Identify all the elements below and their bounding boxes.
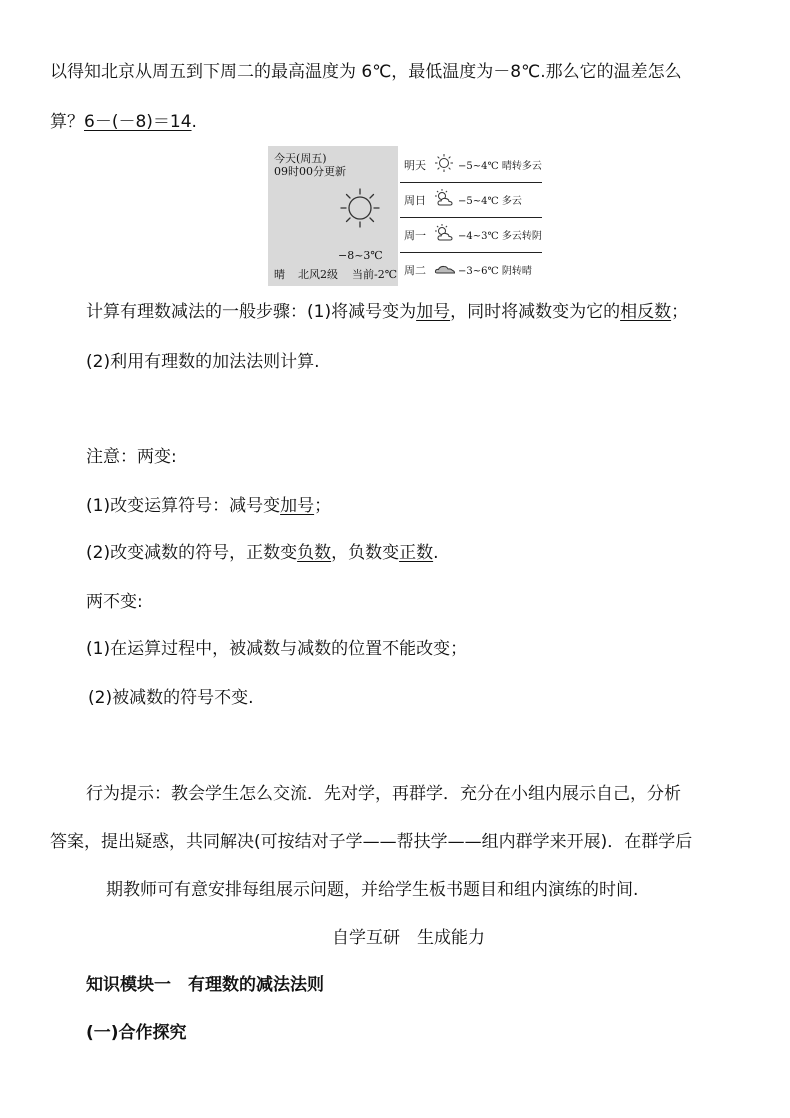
forecast-row [400, 183, 542, 218]
today-wind: 北风2级 [298, 268, 338, 281]
steps-text: ，同时将减数变为它的 [450, 302, 621, 322]
notes-keep-1: (1)在运算过程中，被减数与减数的位置不能改变； [86, 639, 468, 659]
steps-text: ； [671, 302, 689, 322]
forecast-list [400, 146, 542, 286]
forecast-day: 周日 [404, 194, 426, 207]
temperature-difference-formula: 6－(－8)＝14 [84, 112, 192, 132]
forecast-day: 明天 [404, 159, 426, 172]
today-temperature-range: −8~3℃ [338, 249, 383, 262]
steps-line-2: (2)利用有理数的加法法则计算. [86, 352, 320, 372]
weather-widget [268, 146, 542, 286]
sun-icon [434, 153, 454, 173]
forecast-row [400, 148, 542, 183]
answer-positive-number: 正数 [399, 543, 434, 563]
forecast-day: 周一 [404, 229, 426, 242]
forecast-condition: 阴转晴 [501, 266, 532, 277]
today-current-temperature: 当前-2℃ [352, 268, 398, 281]
notes-text: (1)改变运算符号：减号变 [86, 496, 281, 516]
forecast-condition: 多云转阴 [501, 231, 542, 242]
forecast-range: −3~6℃ [458, 266, 499, 277]
partly-cloudy-icon [434, 188, 456, 208]
section-heading: 自学互研 生成能力 [332, 928, 485, 948]
notes-change-2 [86, 541, 439, 565]
intro-line-2-prefix: 算？ [50, 112, 84, 132]
forecast-day: 周二 [404, 264, 426, 277]
today-weather-panel [268, 146, 398, 286]
notes-change-1 [86, 494, 331, 518]
tips-line-1: 行为提示：教会学生怎么交流．先对学，再群学．充分在小组内展示自己，分析 [86, 784, 681, 804]
forecast-row [400, 218, 542, 253]
notes-title: 注意：两变: [86, 447, 177, 467]
sun-icon [338, 186, 382, 230]
knowledge-module-title: 知识模块一 有理数的减法法则 [86, 975, 324, 995]
forecast-condition: 多云 [501, 196, 522, 207]
answer-negative-number: 负数 [297, 543, 332, 563]
notes-text: . [433, 543, 439, 563]
forecast-description [458, 262, 532, 277]
cloud-icon [434, 258, 456, 278]
answer-plus-sign: 加号 [416, 302, 451, 322]
steps-text: 计算有理数减法的一般步骤：(1)将减号变为 [86, 302, 417, 322]
steps-line-1 [86, 300, 688, 324]
answer-opposite-number: 相反数 [620, 302, 672, 322]
notes-text: ； [314, 496, 332, 516]
notes-text: ，负数变 [331, 543, 400, 563]
forecast-description [458, 192, 522, 207]
answer-plus-sign: 加号 [280, 496, 315, 516]
today-title: 今天(周五) [274, 152, 327, 165]
today-condition: 晴 [274, 268, 285, 281]
forecast-range: −4~3℃ [458, 231, 499, 242]
forecast-condition: 晴转多云 [501, 161, 542, 172]
notes-keep-2: (2)被减数的符号不变. [88, 688, 254, 708]
forecast-description [458, 227, 542, 242]
partly-cloudy-icon [434, 223, 456, 243]
forecast-row [400, 253, 542, 287]
intro-line-2-suffix: . [191, 112, 197, 132]
today-updated-time: 09时00分更新 [274, 165, 346, 178]
intro-line-2 [50, 110, 197, 134]
cooperative-inquiry-title: (一)合作探究 [86, 1023, 187, 1043]
intro-line-1: 以得知北京从周五到下周二的最高温度为 6℃，最低温度为－8℃.那么它的温差怎么 [50, 62, 682, 82]
tips-line-3: 期教师可有意安排每组展示问题，并给学生板书题目和组内演练的时间. [106, 880, 639, 900]
tips-line-2: 答案，提出疑惑，共同解决(可按结对子学——帮扶学——组内群学来开展)．在群学后 [50, 832, 693, 852]
forecast-range: −5~4℃ [458, 196, 499, 207]
notes-title-2: 两不变: [86, 592, 143, 612]
forecast-description [458, 157, 542, 172]
notes-text: (2)改变减数的符号，正数变 [86, 543, 298, 563]
forecast-range: −5~4℃ [458, 161, 499, 172]
